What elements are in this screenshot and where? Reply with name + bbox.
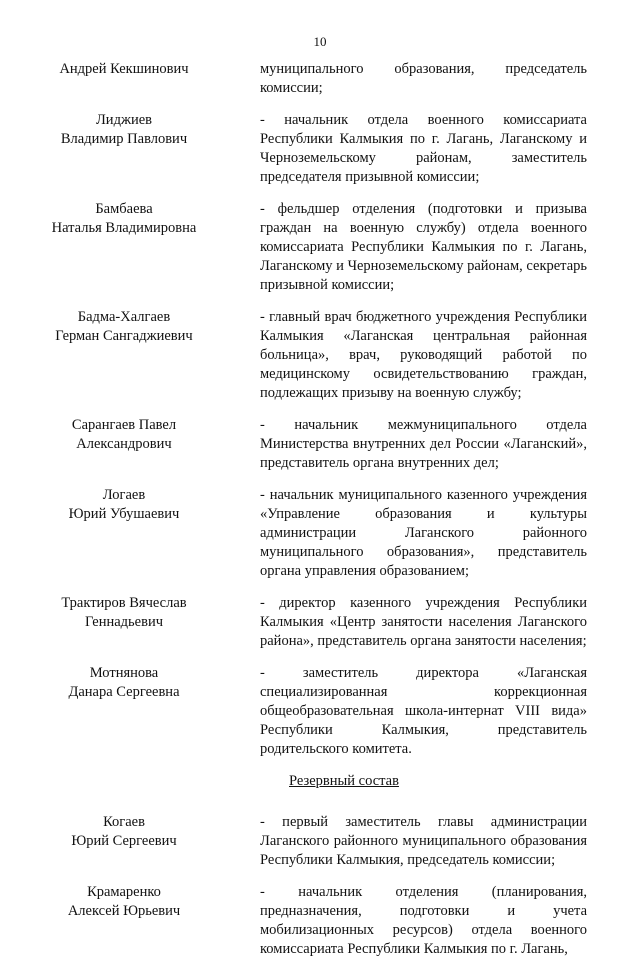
- member-row: [0, 594, 640, 651]
- member-description: - первый заместитель главы администрации Лаганского районного муниципального образования Республики Калмыкия, председатель комиссии;: [260, 814, 587, 868]
- member-name-line2: Геннадьевич: [85, 614, 163, 630]
- member-description: - директор казенного учреждения Республики Калмыкия «Центр занятости населения Лаганского района», представитель органа занятости населения;: [260, 595, 587, 649]
- member-name: [0, 416, 248, 473]
- member-name: [0, 308, 248, 403]
- member-row: [0, 200, 640, 295]
- member-row: [0, 416, 640, 473]
- member-description: - начальник отдела военного комиссариата Республики Калмыкия по г. Лагань, Лаганскому и Черноземельскому районам, заместитель председателя призывной комиссии;: [260, 112, 587, 185]
- member-description: - фельдшер отделения (подготовки и призыва граждан на военную службу) отдела военного комиссариата Республики Калмыкия по г. Лагань, Лаганскому и Черноземельскому районам, секретарь призывной комиссии;: [260, 201, 587, 293]
- member-name: [0, 664, 248, 759]
- member-name-line2: Владимир Павлович: [60, 131, 188, 147]
- member-description: - начальник межмуниципального отдела Министерства внутренних дел России «Лаганский», представитель органа внутренних дел;: [260, 417, 587, 471]
- member-name-line1: Трактиров Вячеслав: [61, 595, 187, 611]
- member-description: - главный врач бюджетного учреждения Республики Калмыкия «Лаганская центральная районная больница», врач, руководящий работой по медицинскому освидетельствованию граждан, подлежащих призыву на военную службу;: [260, 309, 587, 401]
- member-name-line1: Бадма-Халгаев: [77, 309, 171, 325]
- member-name-line1: Бамбаева: [95, 201, 153, 217]
- member-name-line1: Мотнянова: [89, 665, 159, 681]
- page-number: 10: [313, 34, 327, 49]
- member-name-line1: Когаев: [103, 814, 145, 830]
- member-description: муниципального образования, председатель комиссии;: [260, 61, 587, 96]
- member-name-line2: Юрий Убушаевич: [68, 506, 180, 522]
- member-row: [0, 664, 640, 759]
- member-name-line2: Юрий Сергеевич: [71, 833, 177, 849]
- reserve-member-row: [0, 813, 640, 870]
- member-name: [0, 60, 248, 98]
- member-description: - заместитель директора «Лаганская специализированная коррекционная общеобразовательная школа-интернат VIII вида» Республики Калмыкия, представитель родительского комитета.: [260, 665, 587, 757]
- member-name: [0, 594, 248, 651]
- member-name-line2: Наталья Владимировна: [51, 220, 197, 236]
- member-name: [0, 486, 248, 581]
- member-name-line2: Данара Сергеевна: [68, 684, 180, 700]
- member-description: - начальник отделения (планирования, предназначения, подготовки и учета мобилизационных ресурсов) отдела военного комиссариата Республики Калмыкия по г. Лагань,: [260, 884, 587, 957]
- reserve-member-row: [0, 883, 640, 959]
- member-name-line2: Алексей Юрьевич: [67, 903, 181, 919]
- member-name-line2: Герман Сангаджиевич: [55, 328, 193, 344]
- member-row: [0, 486, 640, 581]
- member-row: [0, 111, 640, 187]
- member-name-line1: Лиджиев: [95, 112, 153, 128]
- member-name-line2: Александрович: [76, 436, 172, 452]
- member-row: [0, 308, 640, 403]
- member-name: [0, 883, 248, 959]
- member-name-line1: Сарангаев Павел: [71, 417, 177, 433]
- member-name: [0, 200, 248, 295]
- member-name-line1: Логаев: [102, 487, 146, 503]
- member-name-line1: Андрей Кекшинович: [59, 61, 189, 77]
- commission-list: [0, 60, 640, 972]
- member-name: [0, 813, 248, 870]
- member-description: - начальник муниципального казенного учреждения «Управление образования и культуры администрации Лаганского районного муниципального образования», представитель органа управления образованием;: [260, 487, 587, 579]
- member-row: [0, 60, 640, 98]
- member-name: [0, 111, 248, 187]
- reserve-section-heading: Резервный состав: [289, 773, 399, 789]
- member-name-line1: Крамаренко: [87, 884, 161, 900]
